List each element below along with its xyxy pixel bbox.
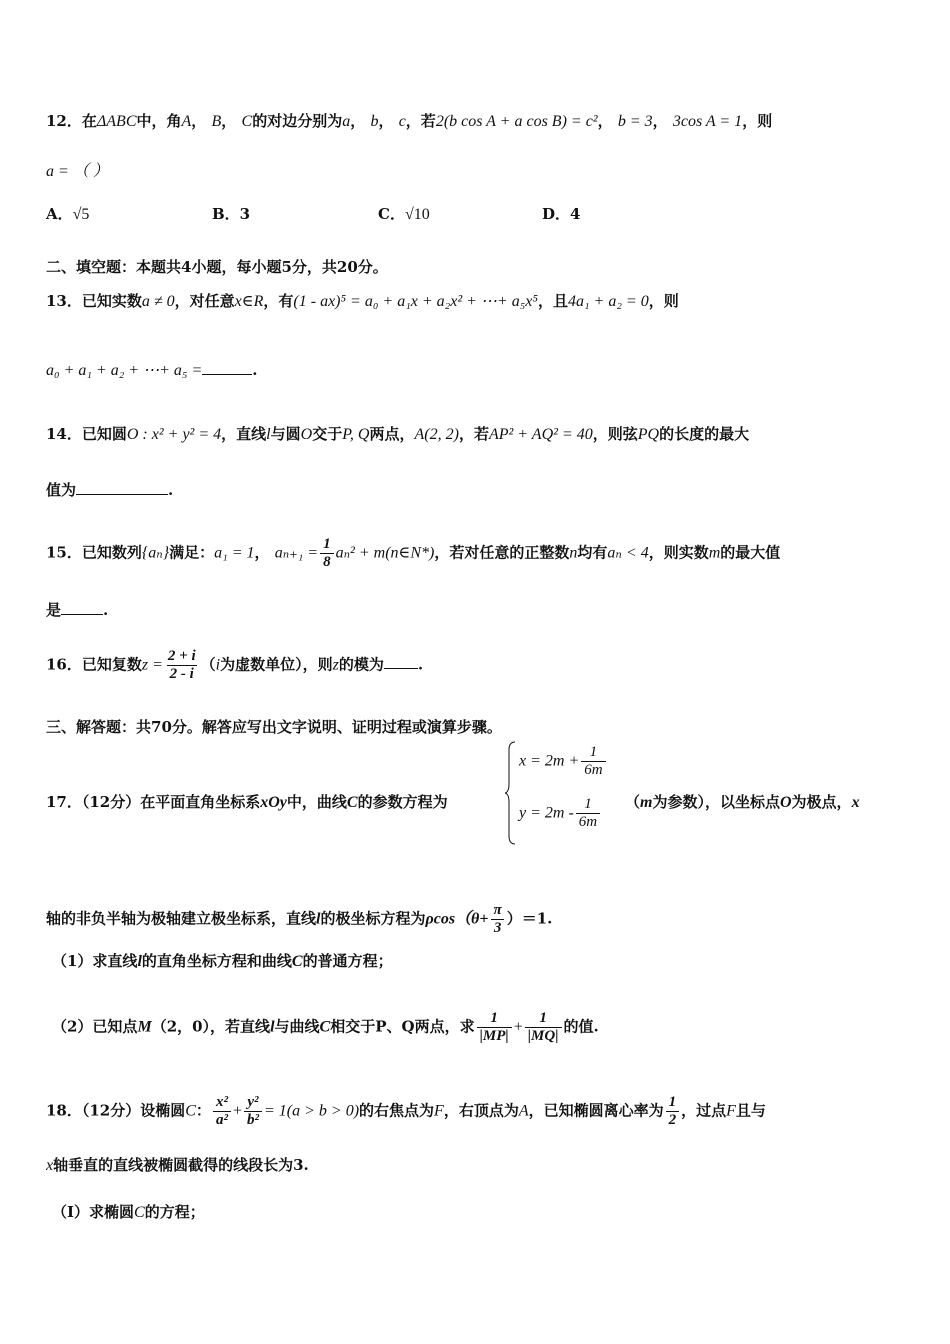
q14-stem: 14．已知圆O : x² + y² = 4，直线l与圆O交于P, Q两点，A(2, 2)，若AP² + AQ² = 40，则弦PQ的长度的最大: [46, 425, 750, 443]
q18-part-1: （Ⅰ）求椭圆C的方程；: [52, 1203, 205, 1221]
q12-option-c[interactable]: C．√10: [378, 205, 430, 223]
section-2-heading: 二、填空题：本题共4小题，每小题5分，共20分。: [46, 258, 388, 276]
q17-part-2: （2）已知点M（2，0），若直线l与曲线C相交于P、Q两点，求 $\frac{1}{|MP|}$ + $\frac{1}{|MQ|}$ 的值.: [52, 1010, 599, 1044]
q12-condition-1: 2(b cos A + a cos B) = c²: [435, 113, 598, 130]
q16-fraction: $\frac{2 + i}{2 - i}$: [167, 648, 196, 682]
q16-stem: 16．已知复数z = $\frac{2 + i}{2 - i}$ （i为虚数单位），则z的模为 .: [46, 648, 424, 682]
q18-line-2: x轴垂直的直线被椭圆截得的线段长为3.: [46, 1156, 309, 1174]
q17-fraction-mp: $\frac{1}{|MP|}$: [477, 1010, 512, 1045]
q15-fraction: $\frac{1}{8}$: [320, 536, 334, 571]
q18-x-fraction: $\frac{\text{x²}}{\text{a²}}$: [213, 1094, 231, 1129]
q14-line-2: 值为 .: [46, 481, 174, 499]
q15-stem: 15．已知数列{aₙ}满足：a₁ = 1， aₙ₊₁ = $\frac{1}{8}$ aₙ² + m(n∈N*)，若对任意的正整数n均有aₙ < 4，则实数m的最大值: [46, 536, 781, 570]
q12-option-a[interactable]: A．√5: [46, 205, 90, 223]
q17-line-2: 轴的非负半轴为极轴建立极坐标系，直线l的极坐标方程为ρcos（θ+ $\frac{\pi}{3}$ ）＝1.: [46, 902, 553, 936]
q17-stem-continued: （m为参数），以坐标点O为极点，x: [625, 793, 860, 811]
q12-stem: 12．在ΔABC中，角A， B， C的对边分别为a， b， c，若2(b cos A + a cos B) = c²， b = 3， 3cos A = 1，则: [46, 112, 773, 130]
q17-pi-over-3: $\frac{\pi}{3}$: [490, 902, 504, 937]
q17-part-1: （1）求直线l的直角坐标方程和曲线C的普通方程；: [52, 952, 393, 970]
q17-parametric-system: [505, 740, 625, 846]
q18-stem: 18．（12分）设椭圆C： $\frac{\text{x²}}{\text{a²}}$ + $\frac{\text{y²}}{\text{b²}}$ = 1(a > b > 0)的右焦点为F，右顶点为A，已知椭圆离心率为 $\frac{1}{2}$ ，过点F且与: [46, 1094, 766, 1128]
q12-option-d[interactable]: D．4: [542, 205, 581, 223]
q18-eccentricity: $\frac{1}{2}$: [666, 1094, 680, 1129]
q16-answer-blank[interactable]: [384, 654, 418, 669]
section-3-heading: 三、解答题：共70分。解答应写出文字说明、证明过程或演算步骤。: [46, 718, 502, 736]
q18-y-fraction: $\frac{\text{y²}}{\text{b²}}$: [244, 1094, 262, 1129]
q13-expansion: (1 - ax)⁵ = a₀ + a₁x + a₂x² + ⋯+ a₅x⁵: [293, 293, 538, 310]
q17-x-equation: x = 2m + $\frac{1}{6m}$: [519, 744, 608, 779]
q15-line-2: 是 .: [46, 601, 109, 619]
q12-options: [46, 205, 910, 224]
q15-answer-blank[interactable]: [61, 600, 103, 615]
q12-condition-3: 3cos A = 1: [672, 113, 743, 130]
left-brace: [505, 740, 517, 846]
q13-answer-blank[interactable]: [202, 360, 252, 375]
q13-stem: 13．已知实数a ≠ 0，对任意x∈R，有(1 - ax)⁵ = a₀ + a₁x + a₂x² + ⋯+ a₅x⁵，且4a₁ + a₂ = 0，则: [46, 292, 679, 310]
q12-condition-2: b = 3: [617, 113, 653, 130]
q12-option-b[interactable]: B．3: [212, 205, 251, 223]
q13-ask: a₀ + a₁ + a₂ + ⋯+ a₅ = .: [46, 361, 258, 379]
q17-stem: 17．（12分）在平面直角坐标系xOy中，曲线C的参数方程为: [46, 793, 448, 811]
q12-ask: a = （ ）: [46, 163, 109, 180]
q17-fraction-mq: $\frac{1}{|MQ|}$: [525, 1010, 562, 1045]
q17-y-equation: y = 2m - $\frac{1}{6m}$: [519, 796, 602, 831]
q14-answer-blank[interactable]: [76, 480, 168, 495]
